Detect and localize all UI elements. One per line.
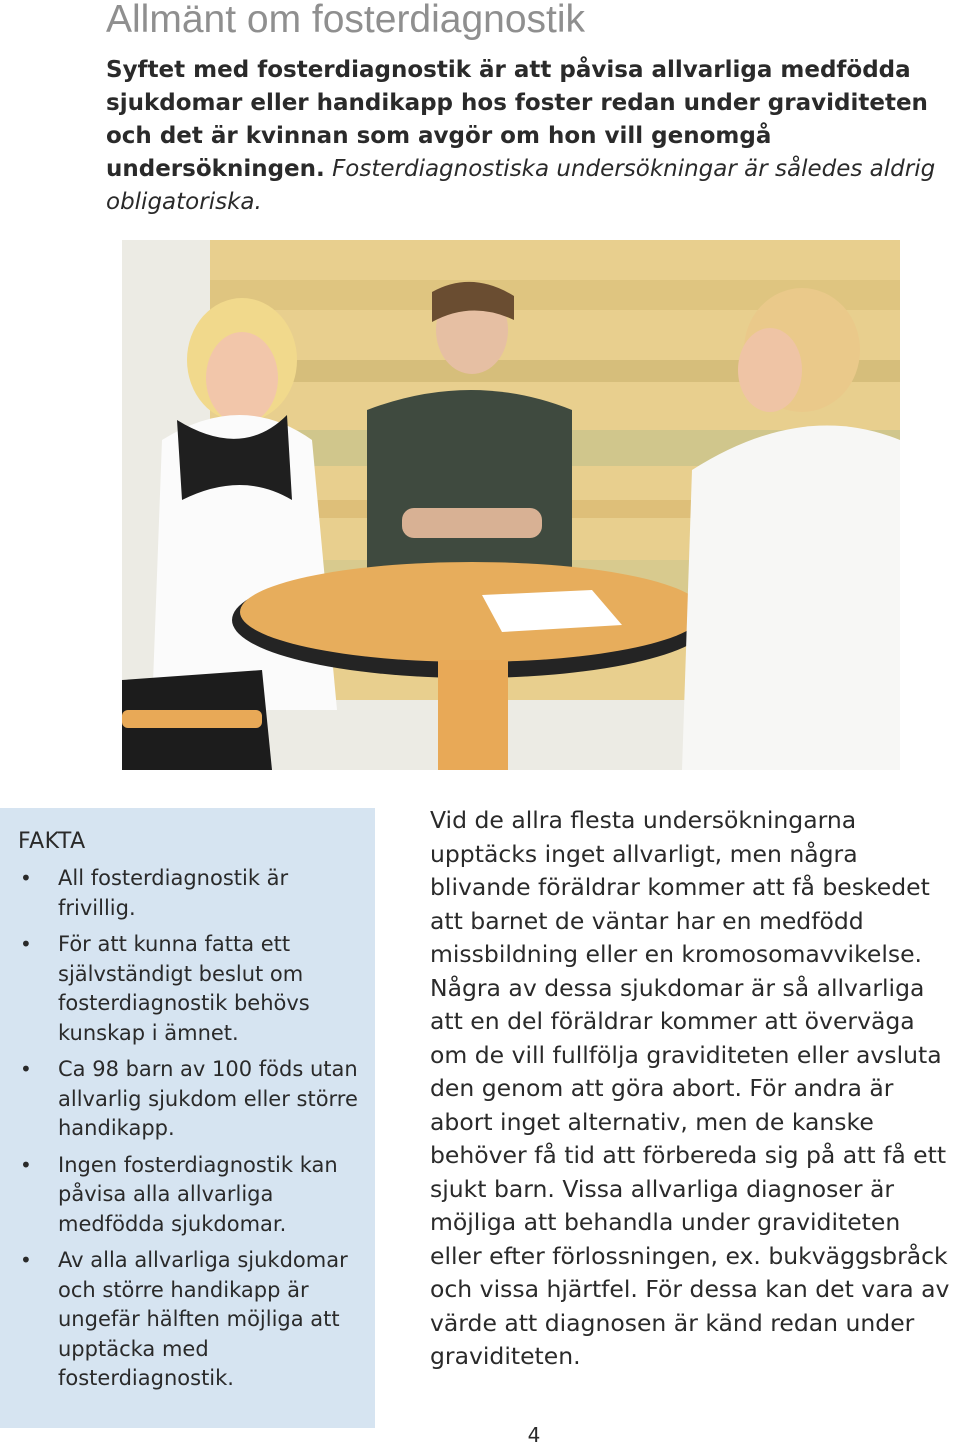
consultation-photo	[122, 240, 900, 770]
intro-paragraph	[106, 54, 938, 219]
bullet-icon: •	[20, 1152, 32, 1177]
list-item: • Av alla allvarliga sjukdomar och större handikapp är ungefär hälften möjliga att upptäcka med fosterdiagnostik.	[20, 1248, 348, 1390]
body-paragraph: Vid de allra flesta undersökningarna upptäcks inget allvarligt, men några blivande föräldrar kommer att få beskedet att barnet de väntar har en medfödd missbildning eller en kromosomavvikelse. Några av dessa sjukdomar är så allvarliga att en del föräldrar kommer att överväga om de vill fullfölja graviditeten eller avsluta den genom att göra abort. För andra är abort inget alternativ, men de kanske behöver få tid att förbereda sig på att få ett sjukt barn. Vissa allvarliga diagnoser är möjliga att behandla under graviditeten eller efter förlossningen, ex. bukväggsbråck och vissa hjärtfel. För dessa kan det vara av värde att diagnosen är känd redan under graviditeten.	[430, 806, 950, 1370]
bullet-icon: •	[20, 932, 32, 956]
bullet-icon: •	[20, 1057, 32, 1081]
list-item: • Ingen fosterdiagnostik kan påvisa alla allvarliga medfödda sjukdomar.	[20, 1152, 338, 1236]
bullet-icon: •	[20, 866, 32, 890]
page-number: 4	[527, 1423, 541, 1447]
fakta-list	[18, 864, 358, 1401]
list-item: • All fosterdiagnostik är frivillig.	[20, 866, 289, 920]
intro-italic-text: Fosterdiagnostiska undersökningar är således aldrig obligatoriska.	[106, 156, 936, 215]
intro-lead-text: Syftet med fosterdiagnostik är att påvisa allvarliga medfödda sjukdomar eller handikapp hos foster redan under graviditeten och det är kvinnan som avgör om hon vill genomgå undersökningen.	[106, 57, 928, 182]
page-title: Allmänt om fosterdiagnostik	[106, 0, 586, 41]
list-item: • Ca 98 barn av 100 föds utan allvarlig sjukdom eller större handikapp.	[20, 1057, 358, 1140]
bullet-icon: •	[20, 1248, 32, 1272]
fakta-heading: FAKTA	[18, 829, 86, 854]
list-item: • För att kunna fatta ett självständigt beslut om fosterdiagnostik behövs kunskap i ämnet.	[20, 932, 310, 1045]
